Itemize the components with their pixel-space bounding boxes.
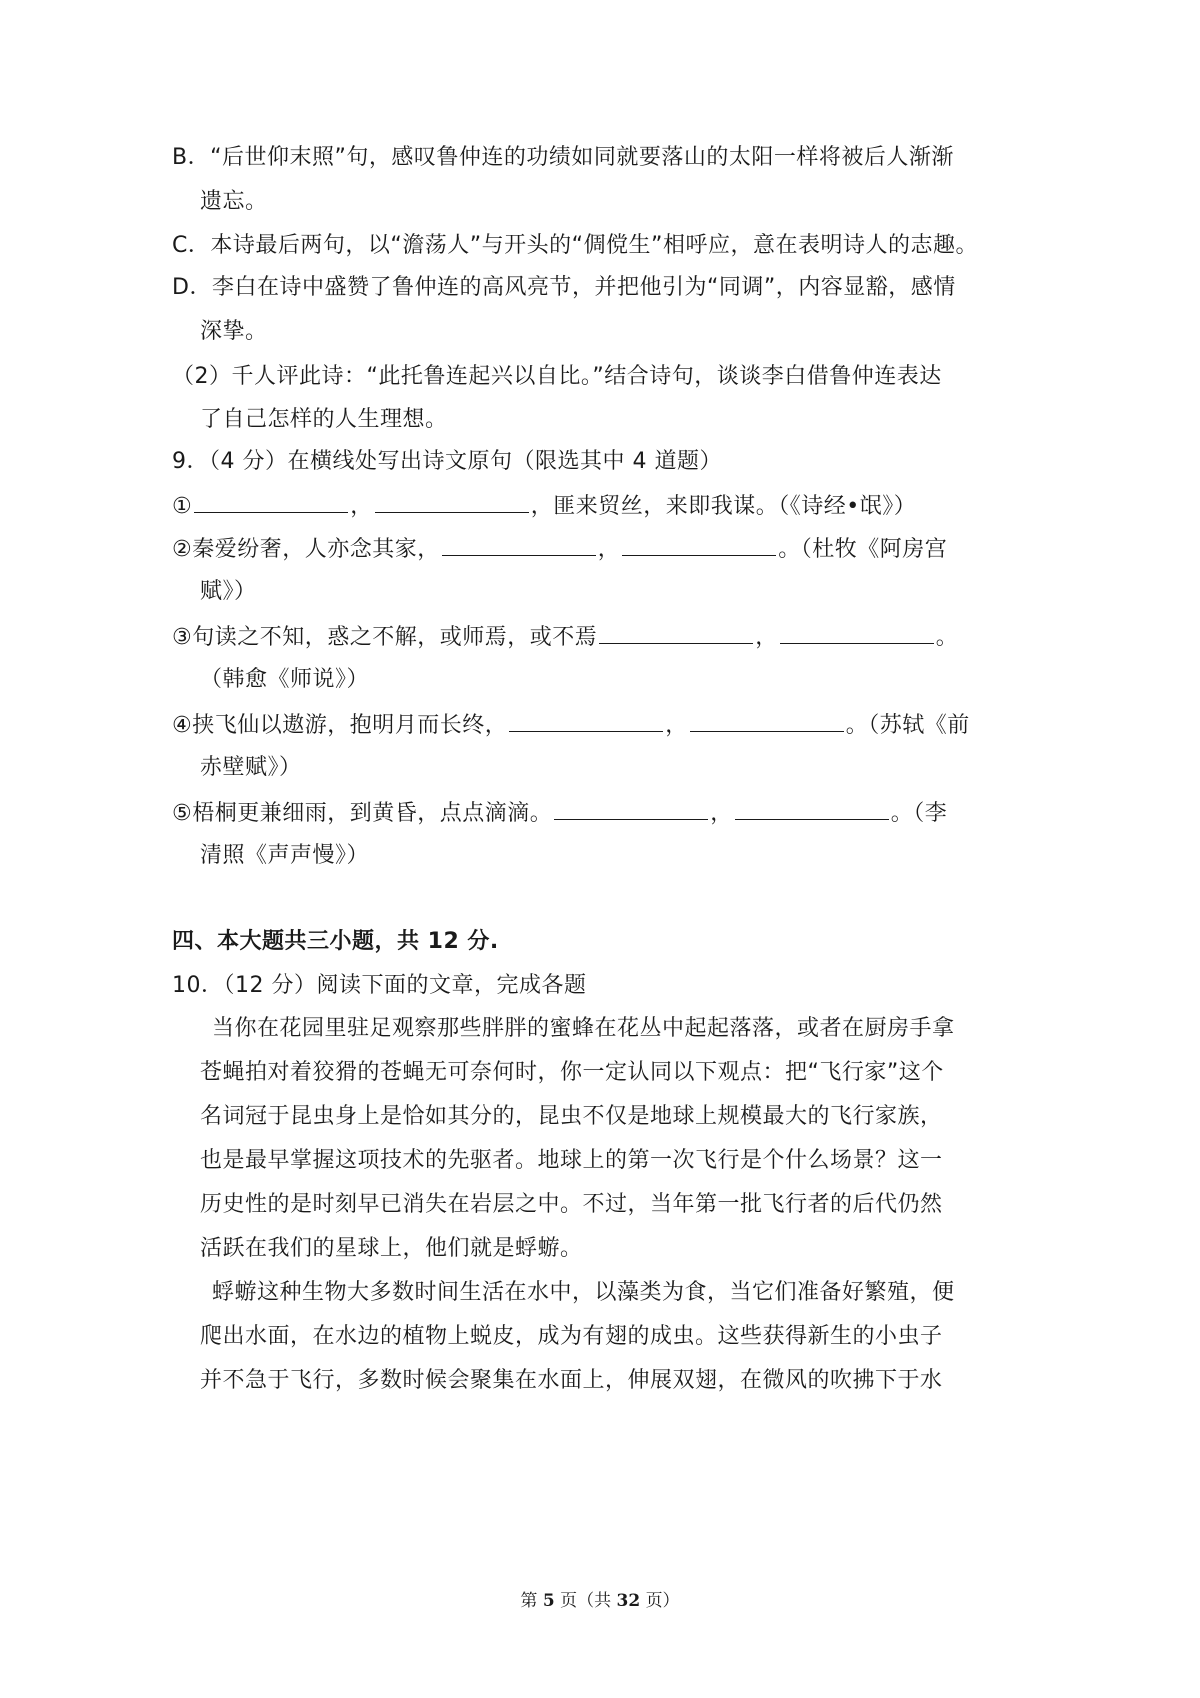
page-footer [0, 1589, 1200, 1613]
q9-item5-blank-a[interactable] [554, 797, 708, 820]
q10-header: 10．（12 分）阅读下面的文章，完成各题 [172, 973, 587, 998]
q9-item3-blank-a[interactable] [599, 621, 753, 644]
q9-item4 [172, 709, 970, 741]
q8-option-d-line1: D．李白在诗中盛赞了鲁仲连的高风亮节，并把他引为“同调”，内容显豁，感情 [172, 275, 956, 300]
footer-total-pages: 32 [616, 1591, 641, 1611]
q9-item4-prefix: ④挟飞仙以遨游，抱明月而长终， [172, 713, 508, 738]
q10-para1-line: 当你在花园里驻足观察那些胖胖的蜜蜂在花丛中起起落落，或者在厨房手拿 [212, 1016, 955, 1041]
q10-para2-line: 蜉蝣这种生物大多数时间生活在水中，以藻类为食，当它们准备好繁殖，便 [212, 1280, 955, 1305]
q9-item5 [172, 797, 947, 829]
q9-item3-suffix: 。 [935, 625, 959, 650]
q10-para1-line: 名词冠于昆虫身上是恰如其分的，昆虫不仅是地球上规模最大的飞行家族， [200, 1104, 943, 1129]
q9-item1-sep: ， [350, 494, 373, 519]
q9-item5-line2: 清照《声声慢》） [200, 843, 370, 868]
q9-item4-sep: ， [665, 713, 688, 738]
q10-para2-line: 爬出水面，在水边的植物上蜕皮，成为有翅的成虫。这些获得新生的小虫子 [200, 1324, 943, 1349]
q9-item3 [172, 621, 958, 653]
q9-item5-sep: ， [710, 801, 733, 826]
q9-item4-suffix: 。（苏轼《前 [845, 713, 970, 738]
q8-option-b-line1: B．“后世仰末照”句，感叹鲁仲连的功绩如同就要落山的太阳一样将被后人渐渐 [172, 145, 954, 170]
q9-item2 [172, 533, 947, 565]
q9-item2-suffix: 。（杜牧《阿房宫 [778, 537, 948, 562]
q8-option-c-line1: C．本诗最后两句，以“澹荡人”与开头的“倜傥生”相呼应，意在表明诗人的志趣。 [172, 233, 978, 258]
q8-option-d-line2: 深挚。 [200, 319, 268, 344]
q10-para2-line: 并不急于飞行，多数时候会聚集在水面上，伸展双翅，在微风的吹拂下于水 [200, 1368, 943, 1393]
q9-item3-blank-b[interactable] [780, 621, 934, 644]
q9-header: 9．（4 分）在横线处写出诗文原句（限选其中 4 道题） [172, 449, 722, 474]
q8-sub2-line1: （2）千人评此诗：“此托鲁连起兴以自比。”结合诗句，谈谈李白借鲁仲连表达 [172, 364, 942, 389]
q9-item4-line2: 赤壁赋》） [200, 755, 302, 780]
q9-item2-blank-a[interactable] [442, 533, 596, 556]
q9-item4-blank-b[interactable] [690, 709, 844, 732]
footer-pre: 第 [520, 1591, 538, 1611]
q9-item3-line2: （韩愈《师说》） [200, 667, 370, 692]
q9-item1-blank-a[interactable] [194, 490, 348, 513]
footer-page-number: 5 [542, 1591, 555, 1611]
q10-para1-line: 活跃在我们的星球上，他们就是蜉蝣。 [200, 1236, 583, 1261]
q9-item1-prefix: ① [172, 494, 193, 519]
q9-item1-suffix: ，匪来贸丝，来即我谋。（《诗经•氓》） [530, 494, 917, 519]
q9-item1 [172, 490, 916, 522]
q8-option-b-line2: 遗忘。 [200, 189, 268, 214]
q9-item5-suffix: 。（李 [890, 801, 948, 826]
q9-item5-blank-b[interactable] [735, 797, 889, 820]
q9-item5-prefix: ⑤梧桐更兼细雨，到黄昏，点点滴滴。 [172, 801, 553, 826]
q9-item2-sep: ， [597, 537, 621, 562]
q9-item3-sep: ， [755, 625, 778, 650]
q9-item4-blank-a[interactable] [509, 709, 663, 732]
q9-item1-blank-b[interactable] [375, 490, 529, 513]
q9-item2-line2: 赋》） [200, 579, 257, 604]
q9-item2-prefix: ②秦爱纷奢，人亦念其家， [172, 537, 440, 562]
q10-para1-line: 也是最早掌握这项技术的先驱者。地球上的第一次飞行是个什么场景？这一 [200, 1148, 943, 1173]
footer-post: 页） [645, 1591, 680, 1611]
q10-para1-line: 历史性的是时刻早已消失在岩层之中。不过，当年第一批飞行者的后代仍然 [200, 1192, 943, 1217]
q8-sub2-line2: 了自己怎样的人生理想。 [200, 407, 448, 432]
q9-item3-prefix: ③句读之不知，惑之不解，或师焉，或不焉 [172, 625, 598, 650]
section4-title: 四、本大题共三小题，共 12 分. [172, 929, 499, 954]
q9-item2-blank-b[interactable] [622, 533, 776, 556]
q10-para1-line: 苍蝇拍对着狡猾的苍蝇无可奈何时，你一定认同以下观点：把“飞行家”这个 [200, 1060, 944, 1085]
footer-mid: 页（共 [560, 1591, 612, 1611]
